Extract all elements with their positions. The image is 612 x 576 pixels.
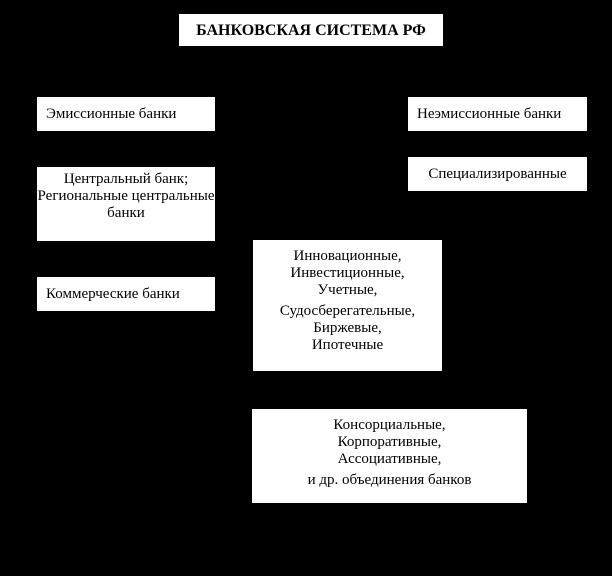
non-emission-banks-box (408, 97, 587, 131)
commercial-banks-label: Коммерческие банки (46, 285, 180, 302)
specialized-type-line: Инвестиционные, (290, 265, 405, 281)
title-box (179, 14, 443, 46)
central-bank-line: Региональные центральные (37, 188, 215, 204)
specialized-type-line: Ипотечные (311, 337, 384, 353)
specialized-banks-box (408, 157, 587, 191)
specialized-type-line: Инновационные, (293, 248, 402, 264)
non-emission-banks-label: Неэмиссионные банки (417, 105, 562, 122)
association-line: Ассоциативные, (337, 451, 442, 467)
central-bank-line: банки (107, 205, 145, 221)
central-bank-line: Центральный банк; (63, 171, 189, 187)
specialized-type-line: Судосберегательные, (279, 303, 416, 319)
association-line: Консорциальные, (333, 417, 446, 433)
specialized-bank-types-box (253, 240, 442, 371)
emission-banks-box (37, 97, 215, 131)
central-bank-box (37, 167, 215, 241)
specialized-type-line: Учетные, (317, 282, 378, 298)
association-line: Корпоративные, (337, 434, 442, 450)
association-line: и др. объединения банков (307, 472, 472, 488)
commercial-banks-box (37, 277, 215, 311)
title-label: БАНКОВСКАЯ СИСТЕМА РФ (196, 21, 426, 39)
emission-banks-label: Эмиссионные банки (46, 105, 177, 122)
specialized-type-line: Биржевые, (313, 320, 382, 336)
bank-associations-box (252, 409, 527, 503)
specialized-banks-label: Специализированные (428, 165, 567, 182)
